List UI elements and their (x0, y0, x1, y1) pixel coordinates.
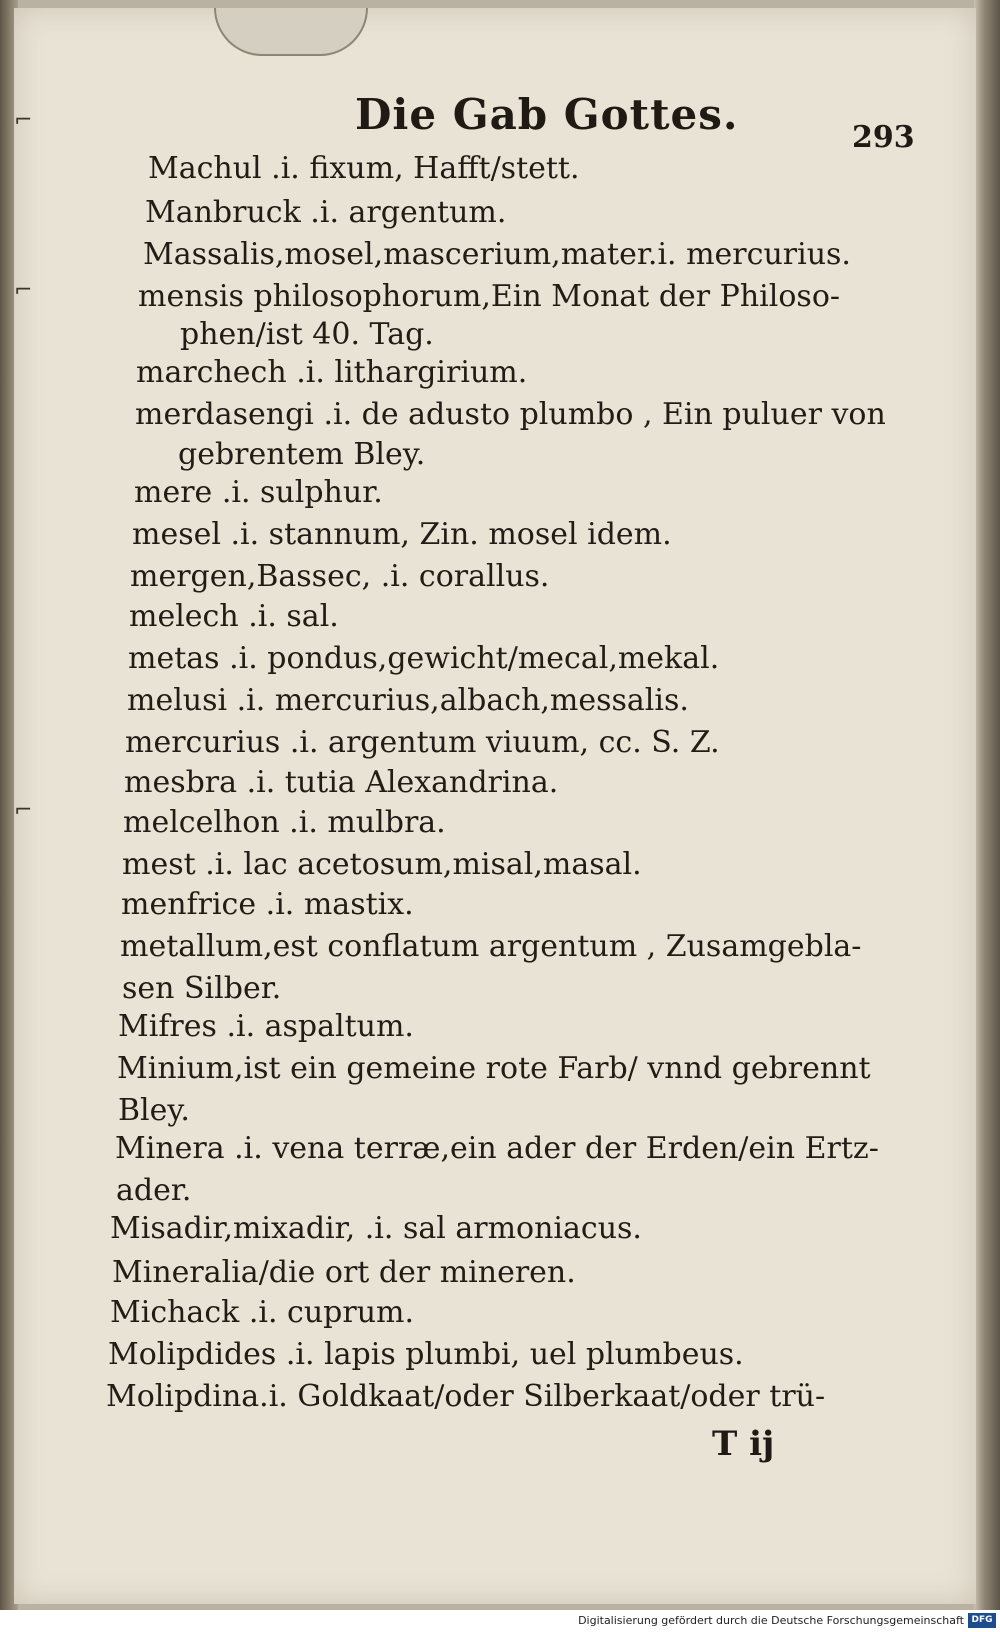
glossary-entry: Mifres .i. aspaltum. (118, 1009, 414, 1044)
glossary-entry-continuation: ader. (116, 1173, 192, 1208)
glossary-entry: metas .i. pondus,gewicht/mecal,mekal. (128, 641, 720, 676)
glossary-entry-continuation: gebrentem Bley. (178, 437, 426, 472)
glossary-entry: marchech .i. lithargirium. (136, 355, 528, 390)
glossary-entry: Machul .i. fixum, Hafft/stett. (148, 151, 580, 186)
glossary-entry: Minium,ist ein gemeine rote Farb/ vnnd gebrennt (117, 1051, 871, 1086)
glossary-entry: mesbra .i. tutia Alexandrina. (124, 765, 559, 800)
glossary-entry: Manbruck .i. argentum. (145, 195, 507, 230)
glossary-entry: Molipdina.i. Goldkaat/oder Silberkaat/oder trü- (106, 1379, 826, 1414)
dfg-logo: DFG (968, 1613, 996, 1628)
funding-credit: Digitalisierung gefördert durch die Deutsche Forschungsgemeinschaft (578, 1614, 964, 1627)
signature-mark: T ij (712, 1424, 775, 1464)
glossary-entry: merdasengi .i. de adusto plumbo , Ein puluer von (135, 397, 886, 432)
footer-bar (0, 1610, 1000, 1632)
glossary-entry: metallum,est conflatum argentum , Zusamgebla- (120, 929, 862, 964)
glossary-entry-continuation: phen/ist 40. Tag. (180, 317, 434, 352)
glossary-entry: Minera .i. vena terræ,ein ader der Erden/ein Ertz- (115, 1131, 879, 1166)
page-header-title: Die Gab Gottes. (355, 90, 739, 139)
glossary-entry: menfrice .i. mastix. (121, 887, 414, 922)
margin-mark: ⌐ (14, 108, 33, 133)
margin-mark: ⌐ (14, 278, 33, 303)
glossary-entry-continuation: sen Silber. (122, 971, 282, 1006)
glossary-entry: Molipdides .i. lapis plumbi, uel plumbeus. (108, 1337, 744, 1372)
glossary-entry: melcelhon .i. mulbra. (123, 805, 446, 840)
glossary-entry: Massalis,mosel,mascerium,mater.i. mercurius. (143, 237, 851, 272)
page-number: 293 (852, 120, 915, 155)
glossary-entry: mesel .i. stannum, Zin. mosel idem. (132, 517, 672, 552)
glossary-entry: mest .i. lac acetosum,misal,masal. (122, 847, 642, 882)
glossary-entry: melusi .i. mercurius,albach,messalis. (127, 683, 689, 718)
glossary-entry: mensis philosophorum,Ein Monat der Philoso- (138, 279, 841, 314)
glossary-entry: mergen,Bassec, .i. corallus. (130, 559, 550, 594)
glossary-entry: Mineralia/die ort der mineren. (112, 1255, 576, 1290)
glossary-entry: mere .i. sulphur. (134, 475, 383, 510)
glossary-entry: mercurius .i. argentum viuum, cc. S. Z. (125, 725, 720, 760)
margin-mark: ⌐ (14, 798, 33, 823)
glossary-entry: melech .i. sal. (129, 599, 339, 634)
glossary-entry-continuation: Bley. (118, 1093, 190, 1128)
glossary-entry: Misadir,mixadir, .i. sal armoniacus. (110, 1211, 642, 1246)
glossary-entry: Michack .i. cuprum. (110, 1295, 415, 1330)
